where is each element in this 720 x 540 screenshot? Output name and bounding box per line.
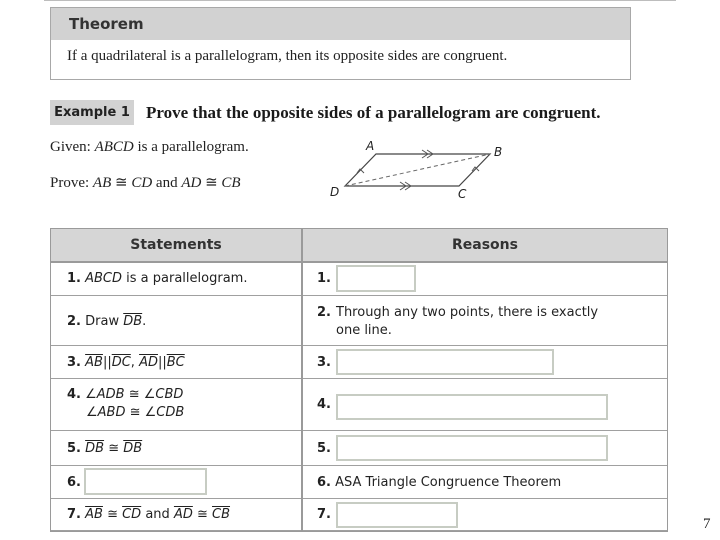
arrow-mark-left (357, 169, 364, 173)
theorem-box (50, 7, 631, 80)
given-math: ABCD (94, 139, 134, 155)
prove-seg-cb: CB (221, 175, 241, 191)
prove-cong-1: ≅ (111, 175, 132, 191)
reason-blank-4 (336, 394, 608, 420)
vertex-label-a: A (366, 139, 375, 153)
table-row (51, 466, 667, 499)
example-title: Prove that the opposite sides of a parallelogram are congruent. (146, 103, 601, 122)
table-header-row (51, 229, 667, 263)
statement-5: 5. $\overline{DB}$ ≅ $\overline{DB}$ (67, 441, 143, 456)
reason-num-5: 5. (317, 441, 331, 456)
table-row (51, 499, 667, 531)
reason-2: Through any two points, there is exactly one line. (336, 305, 599, 338)
statement-7: 7. $\overline{AB}$ ≅ $\overline{CD}$ and $\overline{AD}$ ≅ $\overline{CB}$ (67, 507, 231, 522)
reasons-header: Reasons (452, 237, 518, 253)
prove-label: Prove: (50, 175, 90, 191)
given-rest: is a parallelogram. (133, 139, 249, 155)
statement-4: 4. ∠ADB ≅ ∠CBD ∠ABD ≅ ∠CDB (67, 387, 185, 420)
vertex-label-c: C (458, 187, 467, 200)
prove-seg-cd: CD (131, 175, 153, 191)
theorem-heading: Theorem (51, 8, 630, 40)
example-tag: Example 1 (50, 100, 134, 125)
prove-cong-2: ≅ (201, 175, 222, 191)
reason-blank-1 (336, 265, 416, 292)
statement-1: 1. ABCD is a parallelogram. (67, 271, 248, 286)
vertex-label-d: D (330, 185, 340, 199)
prove-seg-ad: AD (181, 175, 202, 191)
reason-6: 6. ASA Triangle Congruence Theorem (317, 475, 562, 490)
reason-blank-7 (336, 502, 458, 528)
statement-3: 3. $\overline{AB}||\overline{DC}$, $\overline{AD}||\overline{BC}$ (67, 355, 185, 370)
vertex-label-b: B (494, 145, 503, 159)
top-rule (44, 0, 676, 1)
reason-num-3: 3. (317, 355, 331, 370)
reason-num-7: 7. (317, 507, 331, 522)
prove-seg-ab: AB (92, 175, 112, 191)
table-row (51, 346, 667, 379)
diagonal-db (345, 154, 490, 186)
reason-blank-5 (336, 435, 608, 461)
statement-blank-6 (84, 468, 207, 495)
prove-and: and (152, 175, 182, 191)
reason-num-1: 1. (317, 271, 331, 286)
table-row (51, 379, 667, 431)
reason-num-2: 2. (317, 305, 331, 320)
parallelogram-figure (322, 138, 512, 200)
reason-blank-3 (336, 349, 554, 375)
prove-statement (50, 173, 241, 192)
statement-num-6: 6. (67, 475, 81, 490)
given-label: Given: (50, 139, 91, 155)
table-row (51, 296, 667, 346)
table-row (51, 263, 667, 296)
statement-2: 2. Draw $\overline{DB}$. (67, 314, 147, 329)
table-row (51, 431, 667, 466)
column-divider (301, 229, 303, 531)
theorem-text: If a quadrilateral is a parallelogram, then its opposite sides are congruent. (67, 48, 508, 64)
statements-header: Statements (130, 237, 222, 253)
reason-num-4: 4. (317, 397, 331, 412)
given-statement (50, 139, 249, 156)
page-number: 7 (703, 516, 711, 532)
proof-table (50, 228, 668, 532)
